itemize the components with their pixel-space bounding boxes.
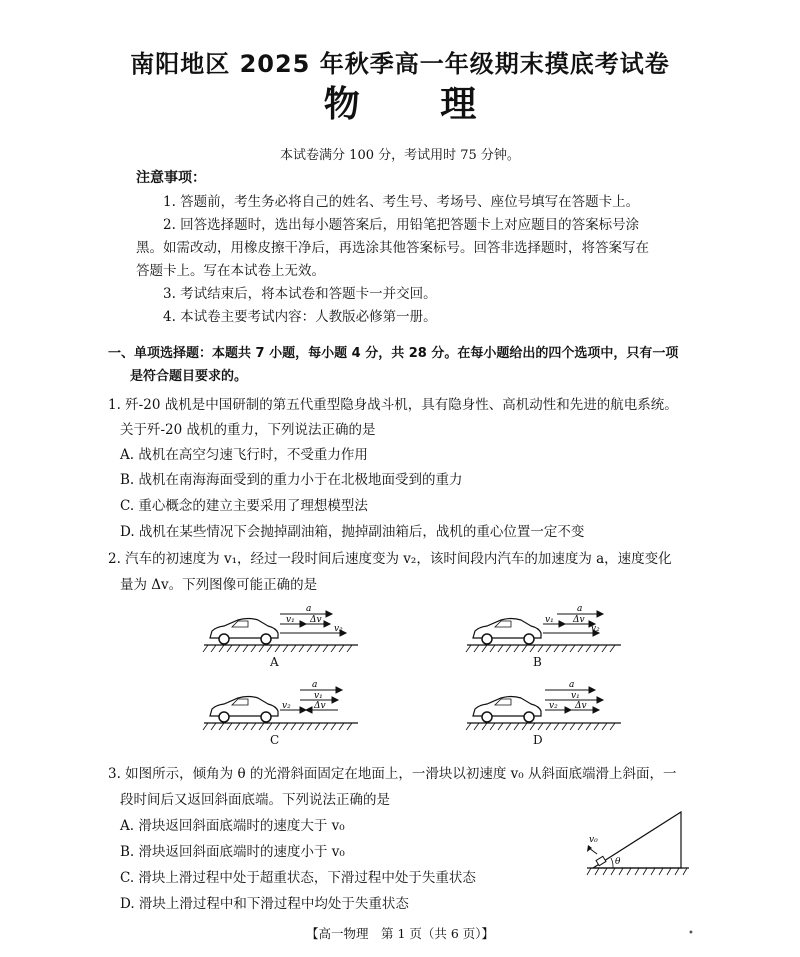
- vec-dv-label: Δv: [573, 615, 585, 625]
- car-icon: [210, 697, 278, 723]
- ground-hatch: [466, 645, 621, 652]
- q2-stem-2: 量为 Δv。下列图像可能正确的是: [120, 577, 318, 593]
- v0-label: v₀: [589, 835, 598, 845]
- ground-hatch: [587, 868, 687, 875]
- vec-v1-label: v₁: [286, 615, 295, 625]
- q3-stem-2: 段时间后又返回斜面底端。下列说法正确的是: [120, 792, 390, 808]
- q3-option-b: B. 滑块返回斜面底端时的速度小于 v₀: [120, 844, 345, 860]
- ground-hatch: [203, 723, 358, 730]
- subject-char-1: 物: [323, 84, 360, 125]
- notice-line-5: 3. 考试结束后，将本试卷和答题卡一并交回。: [163, 286, 437, 302]
- q2-stem-1: 2. 汽车的初速度为 v₁，经过一段时间后速度变为 v₂，该时间段内汽车的加速度为 a，速度变化: [108, 551, 672, 567]
- q1-option-b: B. 战机在南海海面受到的重力小于在北极地面受到的重力: [120, 472, 463, 488]
- q1-option-a: A. 战机在高空匀速飞行时，不受重力作用: [120, 447, 368, 463]
- ground-hatch: [466, 723, 621, 730]
- notice-line-6: 4. 本试卷主要考试内容：人教版必修第一册。: [163, 309, 437, 325]
- arrowhead-icon: [587, 845, 592, 852]
- car-icon: [473, 619, 541, 645]
- vec-v1-label: v₁: [545, 615, 554, 625]
- vec-v2-label: v₂: [591, 624, 600, 634]
- incline-triangle: [593, 812, 681, 868]
- notice-line-1: 1. 答题前，考生务必将自己的姓名、考生号、考场号、座位号填写在答题卡上。: [163, 194, 640, 210]
- q2-figure-b-label: B: [533, 655, 542, 669]
- section1-line-2: 是符合题目要求的。: [130, 369, 248, 384]
- exam-title: 南阳地区 2025 年秋季高一年级期末摸底考试卷: [130, 50, 670, 78]
- notice-line-2: 2. 回答选择题时，选出每小题答案后，用铅笔把答题卡上对应题目的答案标号涂: [163, 217, 640, 233]
- theta-label: θ: [615, 857, 621, 867]
- subject-heading: [0, 76, 800, 127]
- corner-mark: •: [688, 928, 694, 939]
- car-icon: [210, 619, 278, 645]
- notice-line-4: 答题卡上。写在本试卷上无效。: [136, 263, 325, 279]
- vec-v1-label: v₁: [571, 691, 580, 701]
- vec-dv-label: Δv: [314, 701, 326, 711]
- notice-line-3: 黑。如需改动，用橡皮擦干净后，再选涂其他答案标号。回答非选择题时，将答案写在: [136, 240, 649, 256]
- q1-option-c: C. 重心概念的建立主要采用了理想模型法: [120, 498, 368, 514]
- page-footer: 【高一物理 第 1 页（共 6 页）】: [305, 926, 495, 941]
- section1-line-1: 一、单项选择题：本题共 7 小题，每小题 4 分，共 28 分。在每小题给出的四个选项中，只有一项: [108, 346, 679, 361]
- q2-figure-a: [202, 598, 362, 654]
- q2-figure-b: [465, 598, 625, 654]
- car-icon: [473, 697, 541, 723]
- vec-v2-label: v₂: [282, 701, 291, 711]
- ground-hatch: [203, 645, 358, 652]
- vec-a-label: a: [306, 604, 312, 614]
- q2-figure-a-label: A: [270, 655, 279, 669]
- q1-stem-2: 关于歼-20 战机的重力，下列说法正确的是: [120, 422, 376, 438]
- q2-figure-c-label: C: [270, 733, 280, 747]
- vec-dv-label: Δv: [575, 701, 587, 711]
- q3-option-d: D. 滑块上滑过程中和下滑过程中均处于失重状态: [120, 896, 409, 912]
- vec-v2-label: v₂: [549, 701, 558, 711]
- q1-option-d: D. 战机在某些情况下会抛掉副油箱，抛掉副油箱后，战机的重心位置一定不变: [120, 524, 585, 540]
- vec-v1-label: v₁: [314, 691, 323, 701]
- q3-incline-figure: [585, 808, 695, 880]
- vec-a-label: a: [569, 680, 575, 690]
- q3-stem-1: 3. 如图所示，倾角为 θ 的光滑斜面固定在地面上，一滑块以初速度 v₀ 从斜面底端滑上斜面，一: [108, 766, 677, 782]
- q2-figure-d-label: D: [533, 733, 543, 747]
- full-score-note: 本试卷满分 100 分，考试用时 75 分钟。: [280, 148, 520, 163]
- q3-option-a: A. 滑块返回斜面底端时的速度大于 v₀: [120, 818, 345, 834]
- vec-a-label: a: [312, 680, 318, 690]
- q1-stem-1: 1. 歼-20 战机是中国研制的第五代重型隐身战斗机，具有隐身性、高机动性和先进的航电系统。: [108, 397, 678, 413]
- q3-option-c: C. 滑块上滑过程中处于超重状态，下滑过程中处于失重状态: [120, 870, 476, 886]
- vec-a-label: a: [577, 604, 583, 614]
- q2-figure-c: [202, 676, 362, 732]
- vec-v2-label: v₂: [334, 624, 343, 634]
- vec-dv-label: Δv: [310, 615, 322, 625]
- subject-char-2: 理: [440, 84, 477, 125]
- notice-heading: 注意事项：: [136, 170, 206, 186]
- q2-figure-d: [465, 676, 625, 732]
